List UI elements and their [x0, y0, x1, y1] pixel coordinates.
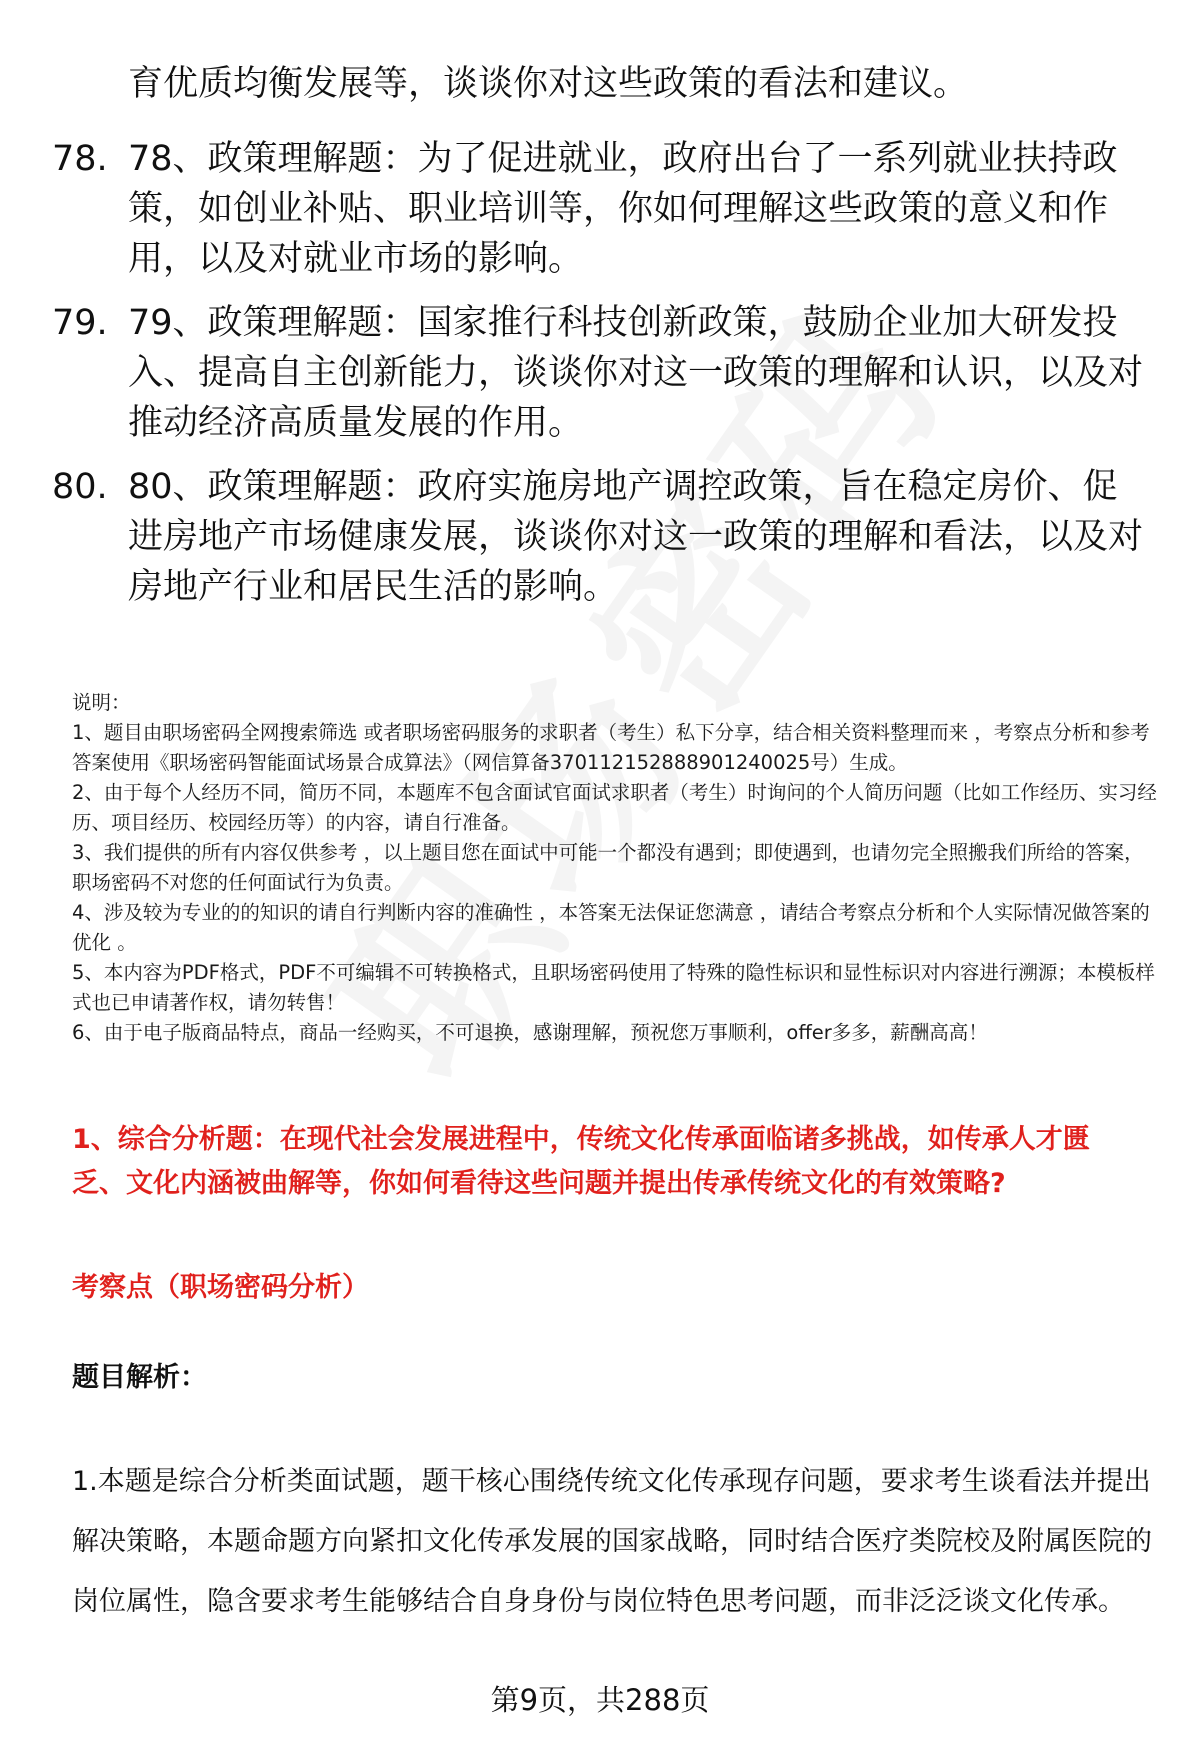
note-item: 2、由于每个人经历不同，简历不同，本题库不包含面试官面试求职者（考生）时询问的个人简历问题（比如工作经历、实习经历、项目经历、校园经历等）的内容，请自行准备。 — [72, 781, 1157, 834]
note-item: 6、由于电子版商品特点，商品一经购买，不可退换，感谢理解，预祝您万事顺利，offer多多，薪酬高高！ — [72, 1021, 988, 1044]
examination-point-heading: 考察点（职场密码分析） — [72, 1272, 369, 1303]
question-number: 78. — [52, 139, 108, 179]
notes-section — [72, 688, 1162, 1048]
question-item-80 — [52, 462, 1152, 612]
main-question: 1、综合分析题：在现代社会发展进程中，传统文化传承面临诸多挑战，如传承人才匮乏、文化内涵被曲解等，你如何看待这些问题并提出传承传统文化的有效策略? — [72, 1124, 1090, 1199]
note-item: 4、涉及较为专业的的知识的请自行判断内容的准确性 ，本答案无法保证您满意 ，请结合考察点分析和个人实际情况做答案的优化 。 — [72, 901, 1150, 954]
question-text: 78、政策理解题：为了促进就业，政府出台了一系列就业扶持政策，如创业补贴、职业培训等，你如何理解这些政策的意义和作用，以及对就业市场的影响。 — [128, 139, 1118, 279]
analysis-paragraph: 1.本题是综合分析类面试题，题干核心围绕传统文化传承现存问题，要求考生谈看法并提出解决策略，本题命题方向紧扣文化传承发展的国家战略，同时结合医疗类院校及附属医院的岗位属性，隐含要求考生能够结合自身身份与岗位特色思考问题，而非泛泛谈文化传承。 — [72, 1466, 1152, 1617]
question-item-78 — [52, 134, 1152, 284]
page-footer: 第9页，共288页 — [490, 1683, 710, 1717]
note-item: 1、题目由职场密码全网搜索筛选 或者职场密码服务的求职者（考生）私下分享，结合相关资料整理而来 ，考察点分析和参考答案使用《职场密码智能面试场景合成算法》（网信算备370112152888901240025号）生成。 — [72, 721, 1150, 774]
question-number: 79. — [52, 303, 108, 343]
notes-title: 说明： — [72, 691, 131, 714]
previous-question-continuation: 育优质均衡发展等，谈谈你对这些政策的看法和建议。 — [128, 64, 969, 104]
question-text: 80、政策理解题：政府实施房地产调控政策，旨在稳定房价、促进房地产市场健康发展，谈谈你对这一政策的理解和看法，以及对房地产行业和居民生活的影响。 — [128, 467, 1144, 607]
note-item: 3、我们提供的所有内容仅供参考 ，以上题目您在面试中可能一个都没有遇到；即使遇到，也请勿完全照搬我们所给的答案，职场密码不对您的任何面试行为负责。 — [72, 841, 1144, 894]
analysis-heading: 题目解析： — [72, 1362, 207, 1393]
question-item-79 — [52, 298, 1152, 448]
question-number: 80. — [52, 467, 108, 507]
note-item: 5、本内容为PDF格式，PDF不可编辑不可转换格式，且职场密码使用了特殊的隐性标识和显性标识对内容进行溯源；本模板样式也已申请著作权，请勿转售！ — [72, 961, 1155, 1014]
question-text: 79、政策理解题：国家推行科技创新政策，鼓励企业加大研发投入、提高自主创新能力，谈谈你对这一政策的理解和认识，以及对推动经济高质量发展的作用。 — [128, 303, 1144, 443]
